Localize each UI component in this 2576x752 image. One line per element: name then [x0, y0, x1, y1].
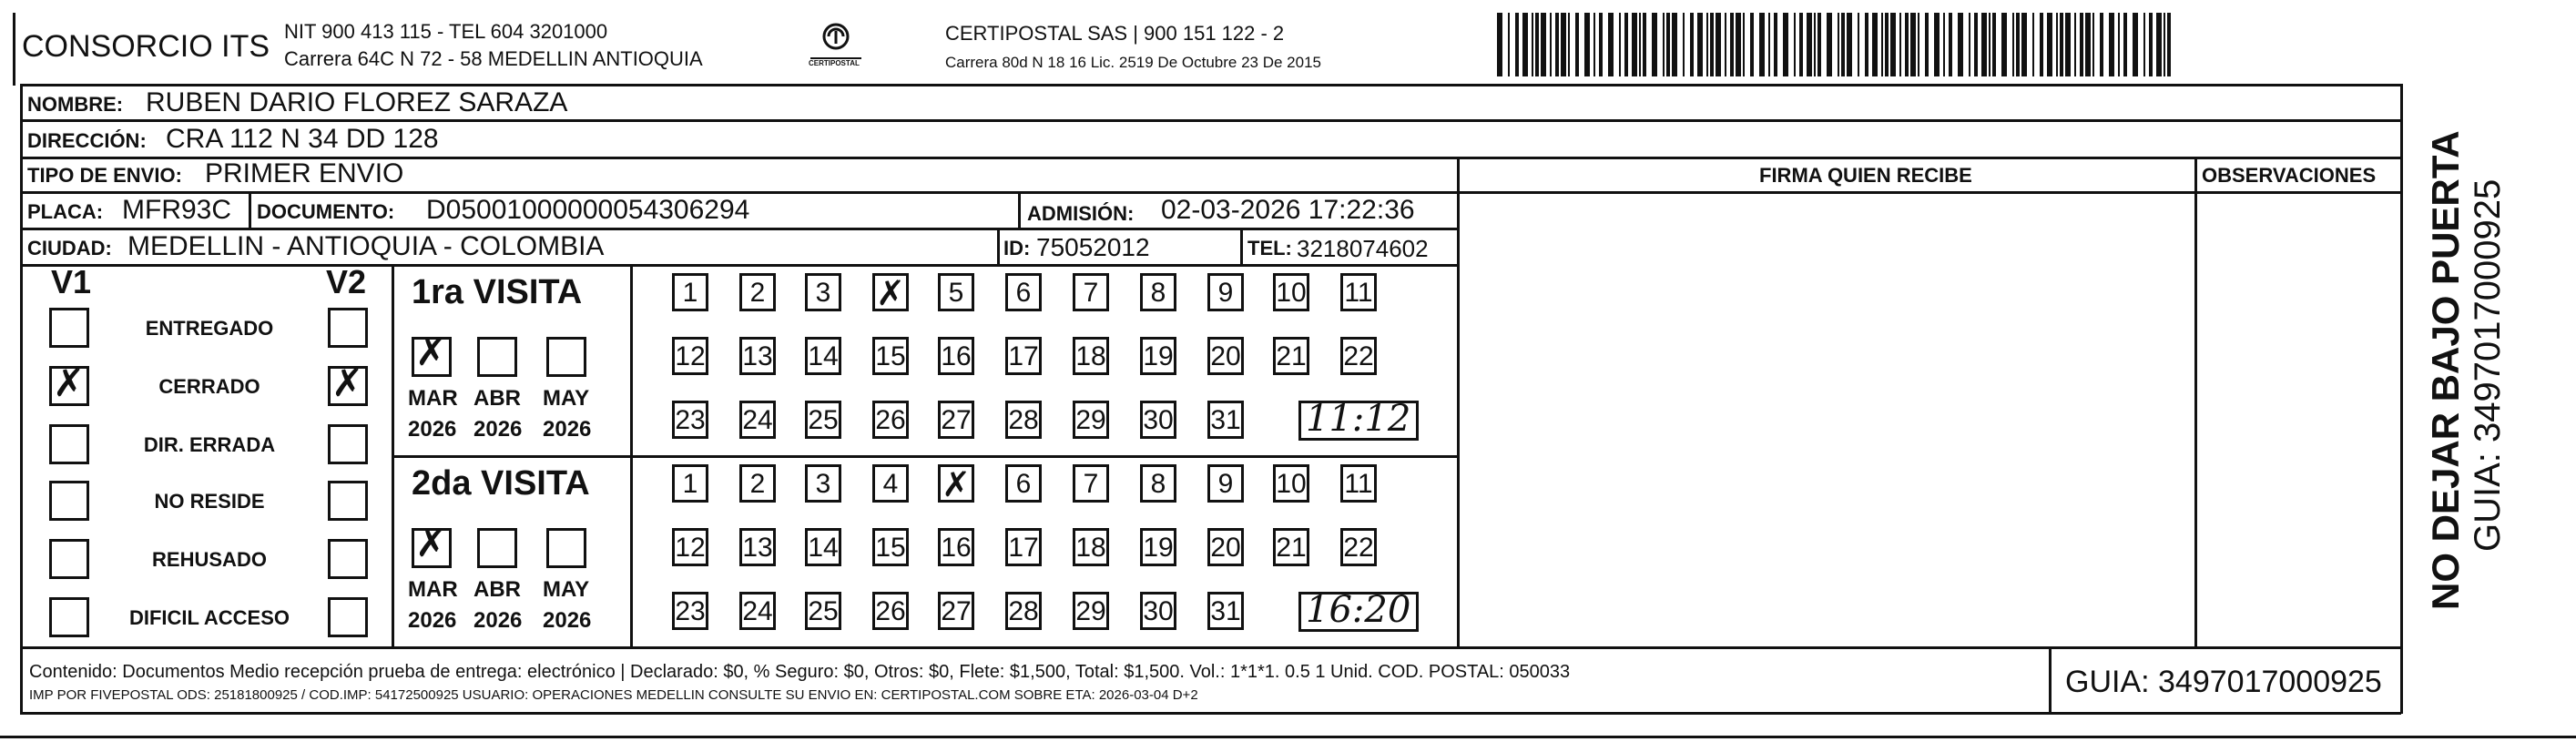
- shipping-type-label: TIPO DE ENVIO:: [27, 164, 182, 187]
- day-box-13[interactable]: 13: [739, 528, 776, 566]
- tel-number: 3218074602: [1297, 235, 1429, 262]
- day-box-28[interactable]: 28: [1005, 592, 1042, 630]
- day-box-26[interactable]: 26: [872, 592, 909, 630]
- observations-header: OBSERVACIONES: [2202, 164, 2377, 187]
- day-box-15[interactable]: 15: [872, 528, 909, 566]
- day-box-25[interactable]: 25: [805, 592, 841, 630]
- day-box-26[interactable]: 26: [872, 401, 909, 439]
- year-label: 2026: [408, 608, 457, 633]
- recipient-address: CRA 112 N 34 DD 128: [166, 124, 439, 154]
- name-label: NOMBRE:: [27, 93, 124, 116]
- footer-guide: GUIA: 3497017000925: [2065, 665, 2382, 699]
- city-label: CIUDAD:: [27, 237, 112, 259]
- day-box-29[interactable]: 29: [1073, 592, 1109, 630]
- tel-label: TEL:: [1247, 237, 1292, 259]
- day-box-22[interactable]: 22: [1340, 337, 1377, 375]
- day-box-21[interactable]: 21: [1273, 528, 1309, 566]
- barcode: [1497, 13, 2180, 76]
- admission-date: 02-03-2026 17:22:36: [1161, 195, 1415, 225]
- month-label: MAR: [408, 386, 458, 411]
- day-box-3[interactable]: 3: [805, 464, 841, 503]
- month-checkbox[interactable]: [546, 337, 586, 377]
- day-box-19[interactable]: 19: [1140, 528, 1176, 566]
- document-label: DOCUMENTO:: [257, 200, 395, 223]
- day-box-23[interactable]: 23: [672, 401, 708, 439]
- day-box-16[interactable]: 16: [938, 337, 974, 375]
- day-box-22[interactable]: 22: [1340, 528, 1377, 566]
- day-box-8[interactable]: 8: [1140, 273, 1176, 311]
- address-label: DIRECCIÓN:: [27, 129, 147, 152]
- day-box-24[interactable]: 24: [739, 592, 776, 630]
- plate: MFR93C: [122, 195, 232, 225]
- day-box-17[interactable]: 17: [1005, 337, 1042, 375]
- side-guide-vertical: GUIA: 3497017000925: [2468, 178, 2508, 552]
- day-box-23[interactable]: 23: [672, 592, 708, 630]
- day-box-11[interactable]: 11: [1340, 273, 1377, 311]
- day-box-5[interactable]: [938, 464, 974, 503]
- day-box-27[interactable]: 27: [938, 592, 974, 630]
- month-checkbox[interactable]: [477, 337, 517, 377]
- plate-label: PLACA:: [27, 200, 104, 223]
- day-box-6[interactable]: 6: [1005, 273, 1042, 311]
- check-mark-icon: ✗: [876, 273, 905, 313]
- month-label: MAR: [408, 577, 458, 602]
- v1-label: V1: [51, 263, 92, 300]
- day-box-15[interactable]: 15: [872, 337, 909, 375]
- footer-print-info: IMP POR FIVEPOSTAL ODS: 25181800925 / COD.IMP: 54172500925 USUARIO: OPERACIONES MEDELLIN CONSULTE SU ENVIO EN: CERTIPOSTAL.COM SOBRE ETA: 2026-03-04 D+2: [29, 687, 1198, 703]
- day-box-3[interactable]: 3: [805, 273, 841, 311]
- check-mark-icon: ✗: [53, 361, 86, 405]
- day-box-30[interactable]: 30: [1140, 401, 1176, 439]
- day-box-7[interactable]: 7: [1073, 464, 1109, 503]
- carrier-address: Carrera 80d N 18 16 Lic. 2519 De Octubre 23 De 2015: [945, 54, 1321, 71]
- day-box-24[interactable]: 24: [739, 401, 776, 439]
- warning-vertical: NO DEJAR BAJO PUERTA: [2424, 130, 2467, 610]
- status-label: ENTREGADO: [145, 317, 274, 340]
- year-label: 2026: [473, 417, 523, 442]
- day-box-31[interactable]: 31: [1207, 401, 1244, 439]
- check-mark-icon: ✗: [942, 464, 971, 504]
- status-label: DIR. ERRADA: [143, 433, 276, 456]
- day-box-14[interactable]: 14: [805, 337, 841, 375]
- signature-header: FIRMA QUIEN RECIBE: [1759, 164, 1972, 187]
- status-label: DIFICIL ACCESO: [128, 606, 290, 629]
- day-box-19[interactable]: 19: [1140, 337, 1176, 375]
- day-box-18[interactable]: 18: [1073, 337, 1109, 375]
- year-label: 2026: [543, 417, 592, 442]
- day-box-28[interactable]: 28: [1005, 401, 1042, 439]
- day-box-1[interactable]: 1: [672, 464, 708, 503]
- day-box-10[interactable]: 10: [1273, 464, 1309, 503]
- status-label: REHUSADO: [152, 548, 267, 571]
- visit-title: 1ra VISITA: [412, 273, 583, 311]
- day-box-27[interactable]: 27: [938, 401, 974, 439]
- day-box-1[interactable]: 1: [672, 273, 708, 311]
- day-box-5[interactable]: 5: [938, 273, 974, 311]
- day-box-21[interactable]: 21: [1273, 337, 1309, 375]
- day-box-4[interactable]: 4: [872, 464, 909, 503]
- day-box-25[interactable]: 25: [805, 401, 841, 439]
- month-checkbox[interactable]: [477, 528, 517, 568]
- day-box-9[interactable]: 9: [1207, 464, 1244, 503]
- day-box-17[interactable]: 17: [1005, 528, 1042, 566]
- status-label: CERRADO: [158, 375, 260, 398]
- recipient-name: RUBEN DARIO FLOREZ SARAZA: [146, 87, 568, 117]
- carrier-name: CERTIPOSTAL SAS | 900 151 122 - 2: [945, 22, 1285, 45]
- day-box-18[interactable]: 18: [1073, 528, 1109, 566]
- company-address: Carrera 64C N 72 - 58 MEDELLIN ANTIOQUIA: [284, 47, 703, 70]
- day-box-20[interactable]: 20: [1207, 528, 1244, 566]
- month-label: MAY: [543, 386, 590, 411]
- day-box-10[interactable]: 10: [1273, 273, 1309, 311]
- company-nit: NIT 900 413 115 - TEL 604 3201000: [284, 20, 608, 43]
- admission-label: ADMISIÓN:: [1027, 202, 1135, 225]
- id-number: 75052012: [1036, 233, 1150, 261]
- year-label: 2026: [473, 608, 523, 633]
- day-box-8[interactable]: 8: [1140, 464, 1176, 503]
- month-label: ABR: [473, 386, 521, 411]
- day-box-14[interactable]: 14: [805, 528, 841, 566]
- month-checkbox[interactable]: [546, 528, 586, 568]
- day-box-29[interactable]: 29: [1073, 401, 1109, 439]
- company-name: CONSORCIO ITS: [22, 29, 270, 64]
- day-box-12[interactable]: 12: [672, 528, 708, 566]
- day-box-20[interactable]: 20: [1207, 337, 1244, 375]
- year-label: 2026: [543, 608, 592, 633]
- status-label: NO RESIDE: [154, 490, 265, 513]
- visit-title: 2da VISITA: [412, 464, 590, 503]
- day-box-11[interactable]: 11: [1340, 464, 1377, 503]
- month-label: ABR: [473, 577, 521, 602]
- day-box-6[interactable]: 6: [1005, 464, 1042, 503]
- visit-time: 16:20: [1306, 589, 1411, 631]
- day-box-7[interactable]: 7: [1073, 273, 1109, 311]
- v2-label: V2: [326, 263, 367, 300]
- visit-time: 11:12: [1306, 398, 1411, 440]
- document-number: D05001000000054306294: [426, 195, 750, 225]
- day-box-2[interactable]: 2: [739, 464, 776, 503]
- day-box-2[interactable]: 2: [739, 273, 776, 311]
- shipping-type: PRIMER ENVIO: [205, 158, 404, 188]
- logo-text: CERTIPOSTAL: [809, 59, 860, 67]
- day-box-31[interactable]: 31: [1207, 592, 1244, 630]
- header: [0, 0, 2576, 84]
- day-box-13[interactable]: 13: [739, 337, 776, 375]
- day-box-4[interactable]: [872, 273, 909, 311]
- check-mark-icon: ✗: [415, 330, 448, 374]
- city: MEDELLIN - ANTIOQUIA - COLOMBIA: [127, 231, 605, 261]
- day-box-9[interactable]: 9: [1207, 273, 1244, 311]
- footer-contents: Contenido: Documentos Medio recepción prueba de entrega: electrónico | Declarado: $0, % Seguro: $0, Otros: $0, Flete: $1,500, Total: $1,500. Vol.: 1*1*1. 0.5 1 Unid. COD. POSTAL: 050033: [29, 662, 1571, 682]
- month-label: MAY: [543, 577, 590, 602]
- check-mark-icon: ✗: [415, 521, 448, 565]
- year-label: 2026: [408, 417, 457, 442]
- check-mark-icon: ✗: [331, 361, 364, 405]
- day-box-16[interactable]: 16: [938, 528, 974, 566]
- day-box-12[interactable]: 12: [672, 337, 708, 375]
- id-label: ID:: [1003, 237, 1031, 259]
- day-box-30[interactable]: 30: [1140, 592, 1176, 630]
